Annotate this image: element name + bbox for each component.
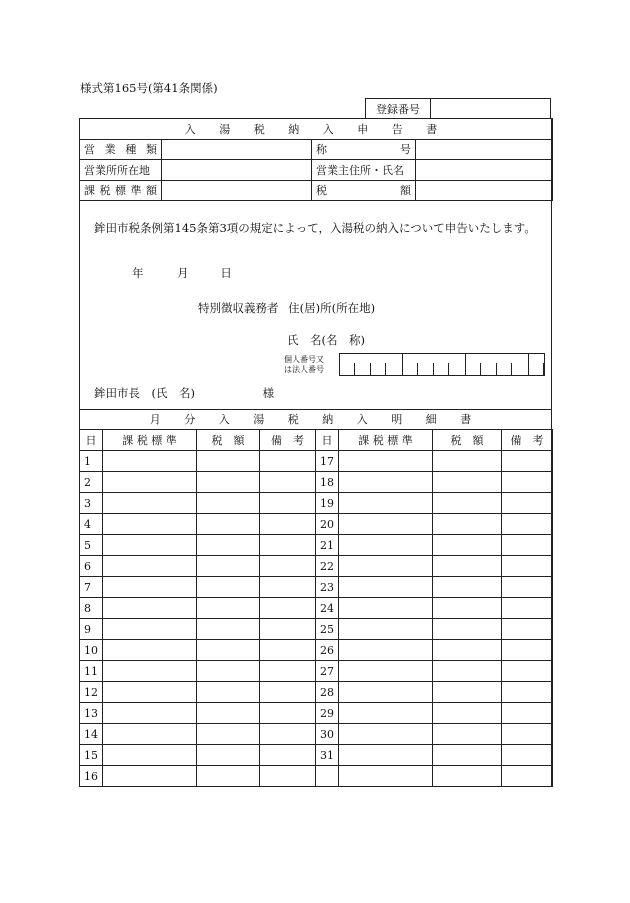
tax-amount-cell[interactable] [197, 661, 260, 682]
tax-base-cell[interactable] [339, 535, 433, 556]
tax-amount-label: 税額 [312, 180, 416, 201]
owner-address-name-label: 営業主住所・氏名 [312, 160, 416, 181]
id-digit[interactable] [529, 354, 544, 375]
col-day: 日 [80, 430, 103, 451]
id-digit[interactable] [418, 354, 433, 375]
id-digit[interactable] [512, 354, 528, 375]
col-tax-amount: 税 額 [197, 430, 260, 451]
tax-return-form [79, 118, 552, 787]
date-line [132, 265, 232, 281]
day-cell: 28 [316, 682, 339, 703]
day-cell: 13 [80, 703, 103, 724]
col-remarks: 備 考 [502, 430, 553, 451]
tax-base-cell[interactable] [103, 472, 197, 493]
table-row [80, 682, 553, 703]
remarks-cell[interactable] [502, 703, 553, 724]
day-cell: 5 [80, 535, 103, 556]
remarks-cell[interactable] [502, 451, 553, 472]
day-cell: 24 [316, 598, 339, 619]
table-row [80, 619, 553, 640]
tax-amount-cell[interactable] [197, 724, 260, 745]
date-month: 月 [177, 266, 189, 280]
tax-base-cell[interactable] [339, 577, 433, 598]
collector-address-label: 住(居)所(所在地) [288, 301, 376, 315]
declaration-section [80, 199, 551, 409]
tax-base-cell[interactable] [339, 472, 433, 493]
remarks-cell[interactable] [502, 640, 553, 661]
day-cell: 8 [80, 598, 103, 619]
remarks-cell[interactable] [260, 682, 316, 703]
tax-amount-cell[interactable] [197, 766, 260, 787]
form-title: 入 湯 税 納 入 申 告 書 [80, 119, 553, 140]
collector-name-label: 氏 名(名 称) [287, 333, 365, 347]
tax-base-cell[interactable] [339, 514, 433, 535]
tax-base-cell[interactable] [339, 556, 433, 577]
tax-base-cell[interactable] [103, 514, 197, 535]
table-row [80, 745, 553, 766]
tax-base-cell[interactable] [103, 724, 197, 745]
tax-base-cell[interactable] [339, 682, 433, 703]
tax-base-cell[interactable] [103, 640, 197, 661]
tax-amount-cell[interactable] [433, 535, 502, 556]
remarks-cell[interactable] [260, 619, 316, 640]
id-digit[interactable] [466, 354, 481, 375]
tax-base-cell[interactable] [339, 766, 433, 787]
tax-amount-cell[interactable] [433, 451, 502, 472]
tax-amount-cell[interactable] [433, 640, 502, 661]
remarks-cell[interactable] [502, 472, 553, 493]
tax-base-cell[interactable] [339, 451, 433, 472]
tax-amount-cell[interactable] [197, 514, 260, 535]
remarks-cell[interactable] [502, 514, 553, 535]
remarks-cell[interactable] [260, 577, 316, 598]
col-day: 日 [316, 430, 339, 451]
remarks-cell[interactable] [260, 640, 316, 661]
day-cell: 22 [316, 556, 339, 577]
business-type-field[interactable] [162, 139, 312, 160]
tax-amount-cell[interactable] [197, 598, 260, 619]
tax-amount-cell[interactable] [433, 682, 502, 703]
tax-amount-cell[interactable] [197, 451, 260, 472]
tax-base-label: 課税標準額 [80, 180, 162, 201]
day-cell: 1 [80, 451, 103, 472]
id-digit[interactable] [481, 354, 496, 375]
collector-label: 特別徴収義務者 [198, 301, 279, 315]
id-number-label-line2: は法人番号 [284, 364, 324, 374]
tax-amount-field[interactable] [416, 180, 553, 201]
day-cell: 17 [316, 451, 339, 472]
day-cell: 15 [80, 745, 103, 766]
remarks-cell[interactable] [260, 514, 316, 535]
remarks-cell[interactable] [502, 766, 553, 787]
tax-base-cell[interactable] [103, 577, 197, 598]
day-cell: 16 [80, 766, 103, 787]
remarks-cell[interactable] [502, 556, 553, 577]
day-cell: 11 [80, 661, 103, 682]
tax-base-cell[interactable] [103, 535, 197, 556]
owner-address-name-field[interactable] [416, 160, 553, 181]
form-number: 様式第165号(第41条関係) [80, 81, 218, 95]
tax-amount-cell[interactable] [433, 493, 502, 514]
id-digit[interactable] [434, 354, 449, 375]
table-row [80, 451, 553, 472]
remarks-cell[interactable] [502, 493, 553, 514]
trade-name-field[interactable] [416, 139, 553, 160]
tax-base-cell[interactable] [339, 703, 433, 724]
remarks-cell[interactable] [502, 598, 553, 619]
tax-amount-cell[interactable] [197, 535, 260, 556]
tax-amount-cell[interactable] [433, 514, 502, 535]
table-row [80, 703, 553, 724]
tax-base-cell[interactable] [103, 661, 197, 682]
tax-base-cell[interactable] [103, 493, 197, 514]
detail-table [79, 429, 553, 787]
remarks-cell[interactable] [260, 472, 316, 493]
tax-base-cell[interactable] [103, 682, 197, 703]
mayor-title: 鉾田市長 (氏 名) [94, 386, 195, 400]
tax-amount-cell[interactable] [197, 493, 260, 514]
id-number-label-line1: 個人番号又 [284, 355, 324, 364]
tax-base-cell[interactable] [339, 640, 433, 661]
tax-amount-cell[interactable] [197, 640, 260, 661]
tax-amount-cell[interactable] [197, 556, 260, 577]
table-row [80, 556, 553, 577]
day-cell: 21 [316, 535, 339, 556]
id-digit[interactable] [371, 354, 386, 375]
day-cell: 25 [316, 619, 339, 640]
day-cell: 23 [316, 577, 339, 598]
day-cell: 4 [80, 514, 103, 535]
tax-base-cell[interactable] [339, 493, 433, 514]
table-row [80, 724, 553, 745]
table-row [80, 661, 553, 682]
day-cell: 6 [80, 556, 103, 577]
tax-base-cell[interactable] [339, 661, 433, 682]
tax-amount-cell[interactable] [433, 577, 502, 598]
col-tax-base: 課 税 標 準 [103, 430, 197, 451]
tax-base-cell[interactable] [339, 724, 433, 745]
id-digit[interactable] [449, 354, 465, 375]
remarks-cell[interactable] [502, 535, 553, 556]
id-number-label [284, 355, 324, 374]
remarks-cell[interactable] [260, 556, 316, 577]
day-cell: 2 [80, 472, 103, 493]
remarks-cell[interactable] [260, 451, 316, 472]
table-row [80, 535, 553, 556]
collector-line [198, 300, 375, 316]
day-cell: 31 [316, 745, 339, 766]
id-digit[interactable] [386, 354, 402, 375]
tax-base-cell[interactable] [103, 766, 197, 787]
remarks-cell[interactable] [260, 724, 316, 745]
day-cell: 19 [316, 493, 339, 514]
tax-base-cell[interactable] [339, 745, 433, 766]
tax-amount-cell[interactable] [433, 619, 502, 640]
detail-title: 月 分 入 湯 税 納 入 明 細 書 [80, 409, 551, 430]
tax-base-cell[interactable] [103, 619, 197, 640]
col-tax-amount: 税 額 [433, 430, 502, 451]
day-cell: 29 [316, 703, 339, 724]
tax-amount-cell[interactable] [197, 472, 260, 493]
col-tax-base: 課 税 標 準 [339, 430, 433, 451]
remarks-cell[interactable] [260, 493, 316, 514]
table-row [80, 640, 553, 661]
tax-base-field[interactable] [162, 180, 312, 201]
registration-number-box [365, 98, 551, 118]
id-digit[interactable] [403, 354, 418, 375]
day-cell: 26 [316, 640, 339, 661]
detail-header-row [80, 430, 553, 451]
tax-amount-cell[interactable] [433, 556, 502, 577]
tax-base-cell[interactable] [103, 598, 197, 619]
col-remarks: 備 考 [260, 430, 316, 451]
remarks-cell[interactable] [260, 745, 316, 766]
registration-number-label: 登録番号 [366, 99, 431, 118]
day-cell: 27 [316, 661, 339, 682]
tax-amount-cell[interactable] [433, 745, 502, 766]
date-day: 日 [220, 266, 232, 280]
id-digit[interactable] [355, 354, 370, 375]
table-row [80, 766, 553, 787]
remarks-cell[interactable] [502, 619, 553, 640]
id-number-boxes[interactable] [339, 353, 545, 376]
remarks-cell[interactable] [502, 724, 553, 745]
tax-base-cell[interactable] [103, 703, 197, 724]
remarks-cell[interactable] [502, 661, 553, 682]
remarks-cell[interactable] [260, 661, 316, 682]
id-digit[interactable] [340, 354, 355, 375]
remarks-cell[interactable] [260, 535, 316, 556]
tax-base-cell[interactable] [103, 745, 197, 766]
day-cell: 30 [316, 724, 339, 745]
tax-amount-cell[interactable] [433, 598, 502, 619]
remarks-cell[interactable] [502, 577, 553, 598]
business-type-label: 営業種類 [80, 139, 162, 160]
registration-number-field[interactable] [431, 99, 550, 118]
day-cell: 7 [80, 577, 103, 598]
remarks-cell[interactable] [260, 766, 316, 787]
office-location-label: 営業所所在地 [80, 160, 162, 181]
remarks-cell[interactable] [502, 682, 553, 703]
tax-amount-cell[interactable] [433, 724, 502, 745]
remarks-cell[interactable] [260, 598, 316, 619]
tax-amount-cell[interactable] [197, 703, 260, 724]
office-location-field[interactable] [162, 160, 312, 181]
table-row [80, 493, 553, 514]
tax-base-cell[interactable] [103, 451, 197, 472]
trade-name-label: 称号 [312, 139, 416, 160]
table-row [80, 598, 553, 619]
remarks-cell[interactable] [260, 703, 316, 724]
tax-amount-cell[interactable] [433, 661, 502, 682]
table-row [80, 472, 553, 493]
day-cell: 14 [80, 724, 103, 745]
tax-base-cell[interactable] [103, 556, 197, 577]
mayor-addressee [94, 385, 274, 401]
table-row [80, 577, 553, 598]
declaration-statement: 鉾田市税条例第145条第3項の規定によって，入湯税の納入について申告いたします。 [94, 221, 536, 235]
day-cell: 10 [80, 640, 103, 661]
tax-amount-cell[interactable] [433, 766, 502, 787]
mayor-suffix: 様 [262, 386, 275, 400]
table-row [80, 514, 553, 535]
tax-amount-cell[interactable] [433, 472, 502, 493]
day-cell: 20 [316, 514, 339, 535]
day-cell [316, 766, 339, 787]
day-cell: 18 [316, 472, 339, 493]
header-table [79, 118, 553, 201]
tax-amount-cell[interactable] [197, 577, 260, 598]
day-cell: 3 [80, 493, 103, 514]
day-cell: 12 [80, 682, 103, 703]
tax-amount-cell[interactable] [197, 682, 260, 703]
day-cell: 9 [80, 619, 103, 640]
tax-amount-cell[interactable] [197, 619, 260, 640]
id-digit[interactable] [497, 354, 512, 375]
tax-base-cell[interactable] [339, 619, 433, 640]
tax-amount-cell[interactable] [197, 745, 260, 766]
remarks-cell[interactable] [502, 745, 553, 766]
tax-amount-cell[interactable] [433, 703, 502, 724]
date-year: 年 [132, 266, 144, 280]
tax-base-cell[interactable] [339, 598, 433, 619]
